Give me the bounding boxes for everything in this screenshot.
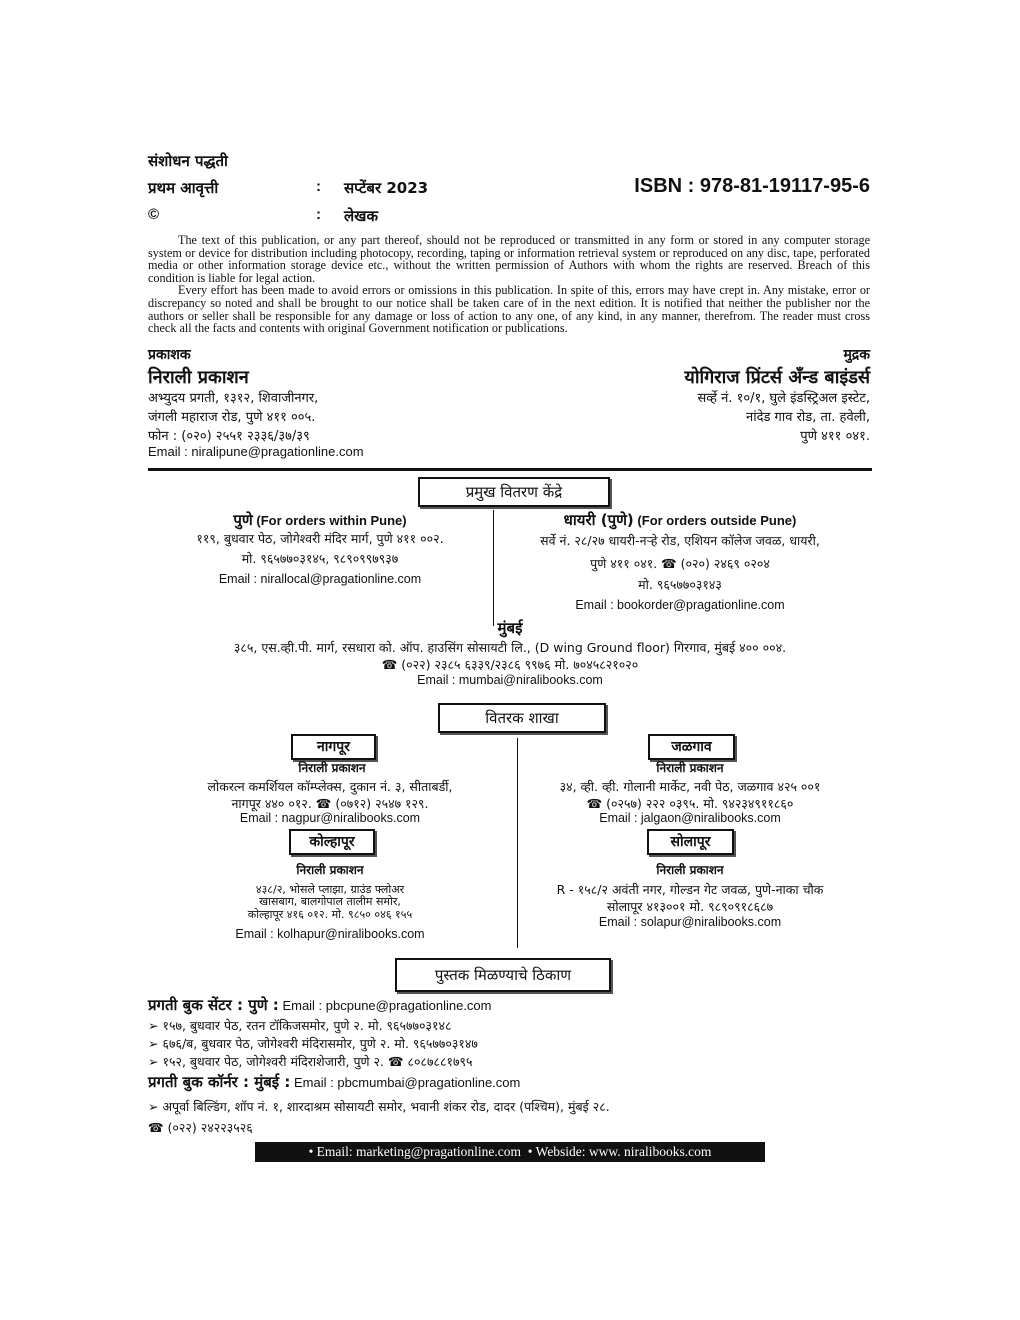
pune-store-item: ➢ ६७६/ब, बुधवार पेठ, जोगेश्वरी मंदिरासमोर, पुणे २. मो. ९६५७७०३१४७ [148,1036,478,1051]
mumbai-store-email: Email : pbcmumbai@pragationline.com [294,1075,521,1090]
isbn: ISBN : 978-81-19117-95-6 [634,175,870,197]
pune-store-item: ➢ १५२, बुधवार पेठ, जोगेश्वरी मंदिराशेजारी, पुणे २. ☎ ८०८७८८१७९५ [148,1054,473,1069]
legal-paragraph: The text of this publication, or any part thereof, should not be reproduced or transmitted in any form or stored in any computer storage system or device for distribution including photocopy, recording, taping or information retrieval system or reproduced on any disc, tape, perforated media or other information storage device etc., without the written permission of Authors with whom the rights are reserved. Breach of this condition is liable for legal action. [148,233,870,285]
copyright-value: लेखक [344,207,378,225]
branch-address: R - १५८/२ अवंती नगर, गोल्डन गेट जवळ, पुणे-नाका चौक [556,882,824,897]
branch-address: लोकरत्न कमर्शियल कॉम्प्लेक्स, दुकान नं. ३, सीताबर्डी, [207,779,453,794]
pune-store-email: Email : pbcpune@pragationline.com [282,998,492,1013]
branch-org: निराली प्रकाशन [298,761,366,775]
dhayari-city: धायरी (पुणे) [563,511,634,529]
book-title: संशोधन पद्धती [148,152,228,170]
publisher-address: जंगली महाराज रोड, पुणे ४११ ००५. [148,410,316,425]
edition-label: प्रथम आवृत्ती [148,179,219,197]
branch-org: निराली प्रकाशन [656,761,724,775]
pune-store-item: ➢ १५७, बुधवार पेठ, रतन टॉकिजसमोर, पुणे २. मो. ९६५७७०३१४८ [148,1018,452,1033]
mumbai-email: Email : mumbai@niralibooks.com [417,673,603,687]
legal-paragraph: Every effort has been made to avoid errors or omissions in this publication. In spite of this, errors may have crept in. Any mistake, error or discrepancy so noted and shall be brought to our notice shall be taken care of in the next edition. It is notified that neither the publisher nor the authors or seller shall be responsible for any damage or loss of action to any one, of any kind, in any manner, therefrom. The reader must cross check all the facts and contents with original Government notification or publications. [148,283,870,336]
mumbai-store-title: प्रगती बुक कॉर्नर : मुंबई : [148,1073,291,1091]
branch-email: Email : solapur@niralibooks.com [598,915,782,929]
pune-city: पुणे [233,511,253,529]
printer-address: पुणे ४११ ०४१. [800,429,870,444]
divider [148,468,872,471]
separator: : [316,206,321,223]
copyright-symbol: © [148,206,160,223]
branch-org: निराली प्रकाशन [296,863,364,877]
branch-email: Email : jalgaon@niralibooks.com [599,811,781,825]
mumbai-store-phone: ☎ (०२२) २४२२३५२६ [148,1120,253,1135]
publisher-label: प्रकाशक [148,347,191,363]
mumbai-address: ३८५, एस.व्ही.पी. मार्ग, रसधारा को. ऑप. हाउसिंग सोसायटी लि., (D wing Ground floor) गिरगाव, मुंबई ४०० ००४. [233,640,787,655]
publisher-address: अभ्युदय प्रगती, १३१२, शिवाजीनगर, [148,391,319,406]
dhayari-mobile: मो. ९६५७७०३१४३ [638,577,722,592]
printer-name: योगिराज प्रिंटर्स अँन्ड बाइंडर्स [684,367,870,388]
branch-phone: सोलापूर ४१३००१ मो. ९८९०९१८६८७ [606,899,774,914]
column-divider [517,738,518,948]
separator: : [316,178,321,195]
pune-store-title-row [148,995,491,1015]
dhayari-phone: पुणे ४११ ०४१. ☎ (०२०) २४६९ ०२०४ [590,556,770,571]
footer-website: • Webside: www. niralibooks.com [527,1144,712,1159]
mumbai-store-item: ➢ अपूर्वा बिल्डिंग, शॉप नं. १, शारदाश्रम सोसायटी समोर, भवानी शंकर रोड, दादर (पश्चिम), मुंबई २८. [148,1099,610,1114]
legal-notice [148,234,870,335]
branch-city-solapur: सोलापूर [647,829,734,855]
publisher-phone: फोन : (०२०) २५५१ २३३६/३७/३९ [148,429,310,444]
branch-city-nagpur: नागपूर [291,734,376,760]
pune-mobile: मो. ९६५७७०३१४५, ९८९०९९७९३७ [241,551,399,566]
dhayari-center-title [564,510,797,530]
branch-phone: कोल्हापूर ४१६ ०१२. मो. ९८५० ०४६ १५५ [247,908,413,921]
pune-note: (For orders within Pune) [256,513,407,528]
branch-org: निराली प्रकाशन [656,863,724,877]
publisher-name: निराली प्रकाशन [148,367,249,388]
distribution-heading: प्रमुख वितरण केंद्रे [418,477,610,507]
edition-value: सप्टेंबर 2023 [344,179,429,197]
branch-address: खासबाग, बालगोपाल तालीम समोर, [259,895,401,908]
mumbai-phone: ☎ (०२२) २३८५ ६३३९/२३८६ ९९७६ मो. ७०४५८२१०२० [381,657,639,672]
dhayari-address: सर्वे नं. २८/२७ धायरी-नऱ्हे रोड, एशियन कॉलेज जवळ, धायरी, [540,533,820,548]
pune-center-title [233,510,406,530]
column-divider [493,510,494,626]
printer-address: सर्व्हे नं. १०/१, घुले इंडस्ट्रिअल इस्टेट, [697,391,870,406]
branch-address: नागपूर ४४० ०१२. ☎ (०७१२) २५४७ १२९. [231,796,429,811]
mumbai-city: मुंबई [497,619,523,637]
branch-phone: ☎ (०२५७) २२२ ०३९५. मो. ९४२३४९११८६० [586,796,794,811]
footer-contact-bar [255,1142,765,1162]
dhayari-email: Email : bookorder@pragationline.com [575,598,785,612]
publisher-email: Email : niralipune@pragationline.com [148,444,364,459]
footer-email: • Email: marketing@pragationline.com [308,1144,522,1159]
pune-address: ११९, बुधवार पेठ, जोगेश्वरी मंदिर मार्ग, पुणे ४११ ००२. [196,531,444,546]
branch-address: ४३८/२, भोसले प्लाझा, ग्राउंड फ्लोअर [255,883,405,896]
branch-email: Email : kolhapur@niralibooks.com [235,927,425,941]
dhayari-note: (For orders outside Pune) [637,513,797,528]
stores-heading: पुस्तक मिळण्याचे ठिकाण [395,958,611,992]
branches-heading: वितरक शाखा [438,703,606,733]
mumbai-store-title-row [148,1072,520,1092]
pune-store-title: प्रगती बुक सेंटर : पुणे : [148,996,279,1014]
pune-email: Email : nirallocal@pragationline.com [218,572,422,586]
branch-address: ३४, व्ही. व्ही. गोलानी मार्केट, नवी पेठ, जळगाव ४२५ ००१ [559,779,821,794]
branch-city-kolhapur: कोल्हापूर [289,829,375,855]
branch-city-jalgaon: जळगाव [648,734,735,760]
printer-label: मुद्रक [843,347,870,363]
printer-address: नांदेड गाव रोड, ता. हवेली, [745,410,870,425]
branch-email: Email : nagpur@niralibooks.com [239,811,421,825]
